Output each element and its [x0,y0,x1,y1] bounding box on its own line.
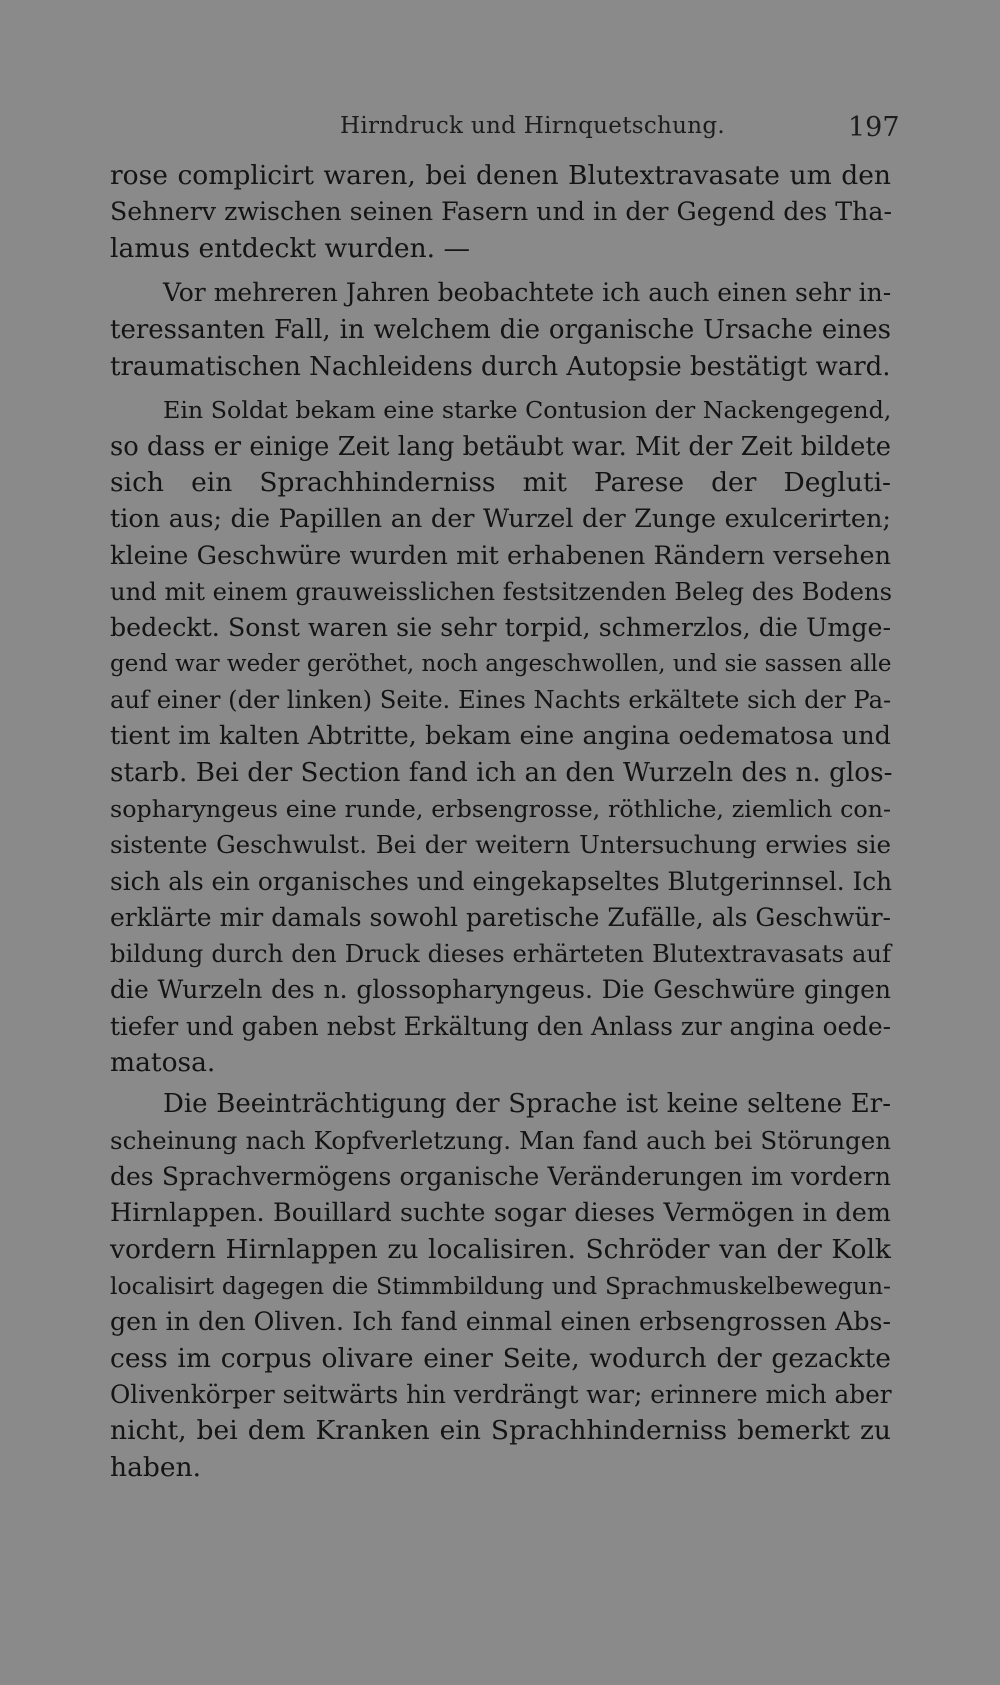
text-line: sich als ein organisches und eingekapseltes Blutgerinnsel. Ich [110,867,893,896]
text-line: so dass er einige Zeit lang betäubt war. Mit der Zeit bildete [110,432,891,462]
text-line: vordern Hirnlappen zu localisiren. Schröder van der Kolk [110,1234,891,1265]
text-line: sistente Geschwulst. Bei der weitern Untersuchung erwies sie [110,830,891,859]
text-line: gend war weder geröthet, noch angeschwollen, und sie sassen alle [110,651,892,677]
text-line: Olivenkörper seitwärts hin verdrängt war; erinnere mich aber [110,1380,892,1409]
text-line: lamus entdeckt wurden. — [110,233,470,264]
text-line: Vor mehreren Jahren beobachtete ich auch einen sehr in- [163,278,892,307]
text-line: gen in den Oliven. Ich fand einmal einen erbsengrossen Abs- [110,1307,891,1336]
text-line: teressanten Fall, in welchem die organische Ursache eines [110,315,891,345]
text-line: Ein Soldat bekam eine starke Contusion der Nackengegend, [163,396,892,424]
text-line: tion aus; die Papillen an der Wurzel der Zunge exulcerirten; [110,504,891,534]
text-line: nicht, bei dem Kranken ein Sprachhinderniss bemerkt zu [110,1415,891,1446]
running-title: Hirndruck und Hirnquetschung. [340,113,726,139]
text-line: Die Beeinträchtigung der Sprache ist keine seltene Er- [163,1089,891,1119]
text-line: und mit einem grauweisslichen festsitzenden Beleg des Bodens [110,577,893,606]
page-number: 197 [848,112,900,143]
text-line: cess im corpus olivare einer Seite, wodurch der gezackte [110,1343,891,1374]
text-line: kleine Geschwüre wurden mit erhabenen Rändern versehen [110,541,891,571]
text-line: scheinung nach Kopfverletzung. Man fand auch bei Störungen [110,1126,891,1155]
text-line: rose complicirt waren, bei denen Blutextravasate um den [110,160,891,191]
text-line: des Sprachvermögens organische Veränderungen im vordern [110,1162,891,1191]
text-line: Hirnlappen. Bouillard suchte sogar dieses Vermögen in dem [110,1198,891,1228]
text-line: traumatischen Nachleidens durch Autopsie bestätigt ward. [110,352,891,382]
text-line: sich ein Sprachhinderniss mit Parese der Degluti- [110,467,891,498]
text-line: tiefer und gaben nebst Erkältung den Anlass zur angina oede- [110,1012,891,1041]
text-line: haben. [110,1452,202,1483]
text-line: sopharyngeus eine runde, erbsengrosse, röthliche, ziemlich con- [110,795,891,823]
text-line: auf einer (der linken) Seite. Eines Nachts erkältete sich der Pa- [110,685,892,714]
text-line: matosa. [110,1047,216,1078]
text-line: Sehnerv zwischen seinen Fasern und in der Gegend des Tha- [110,197,892,226]
text-line: starb. Bei der Section fand ich an den Wurzeln des n. glos- [110,758,893,788]
text-line: localisirt dagegen die Stimmbildung und Sprachmuskelbewegun- [110,1272,891,1300]
text-line: tient im kalten Abtritte, bekam eine angina oedematosa und [110,721,891,751]
text-line: erklärte mir damals sowohl paretische Zufälle, als Geschwür- [110,903,891,932]
text-line: bildung durch den Druck dieses erhärteten Blutextravasats auf [110,939,891,968]
text-line: bedeckt. Sonst waren sie sehr torpid, schmerzlos, die Umge- [110,613,891,642]
text-line: die Wurzeln des n. glossopharyngeus. Die Geschwüre gingen [110,975,891,1004]
